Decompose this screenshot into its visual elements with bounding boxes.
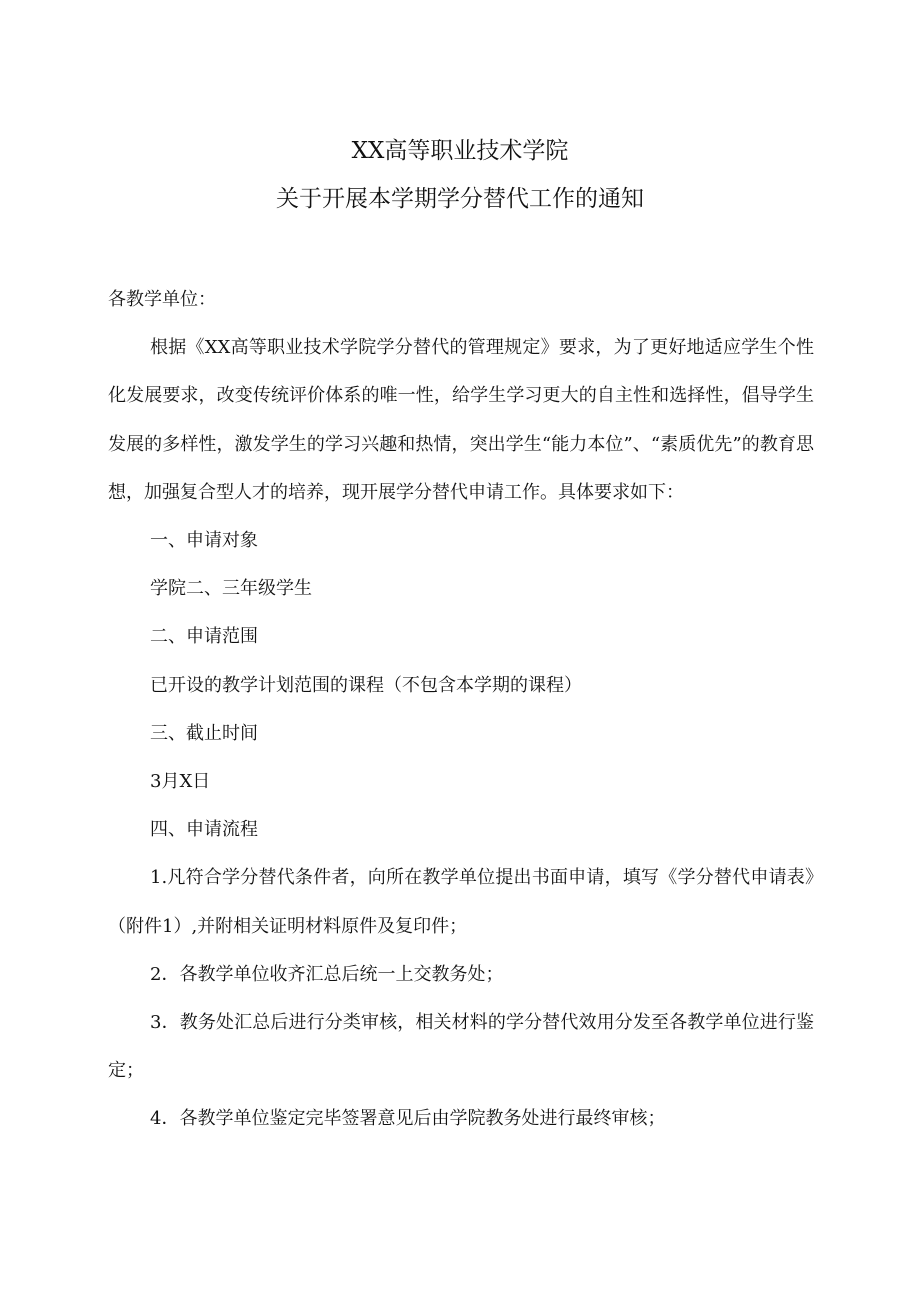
intro-paragraph: 根据《XX高等职业技术学院学分替代的管理规定》要求，为了更好地适应学生个性化发展要求，改变传统评价体系的唯一性，给学生学习更大的自主性和选择性，倡导学生发展的多样性，激发学生的学习兴趣和热情，突出学生“能力本位”、“素质优先”的教育思想，加强复合型人才的培养，现开展学分替代申请工作。具体要求如下： (108, 337, 814, 503)
section-heading-process: 四、申请流程 (150, 819, 258, 841)
salutation: 各教学单位： (108, 289, 216, 310)
section-heading-deadline: 三、截止时间 (150, 722, 258, 744)
process-step-1: 1.凡符合学分替代条件者，向所在教学单位提出书面申请，填写《学分替代申请表》（附件1）,并附相关证明材料原件及复印件； (108, 867, 814, 937)
process-step-3: 3．教务处汇总后进行分类审核，相关材料的学分替代效用分发至各教学单位进行鉴定； (108, 1012, 814, 1082)
document-title-notice: 关于开展本学期学分替代工作的通知 (276, 186, 644, 212)
section-heading-scope: 二、申请范围 (150, 626, 258, 648)
document-title-school: XX高等职业技术学院 (351, 138, 569, 164)
deadline-text: 3月X日 (150, 771, 211, 793)
process-step-4: 4．各教学单位鉴定完毕签署意见后由学院教务处进行最终审核； (150, 1108, 666, 1130)
scope-text: 已开设的教学计划范围的课程（不包含本学期的课程） (150, 674, 582, 696)
applicants-text: 学院二、三年级学生 (150, 578, 312, 600)
section-heading-applicants: 一、申请对象 (150, 530, 258, 552)
process-step-2: 2．各教学单位收齐汇总后统一上交教务处； (150, 963, 504, 985)
document-body (108, 276, 814, 1144)
